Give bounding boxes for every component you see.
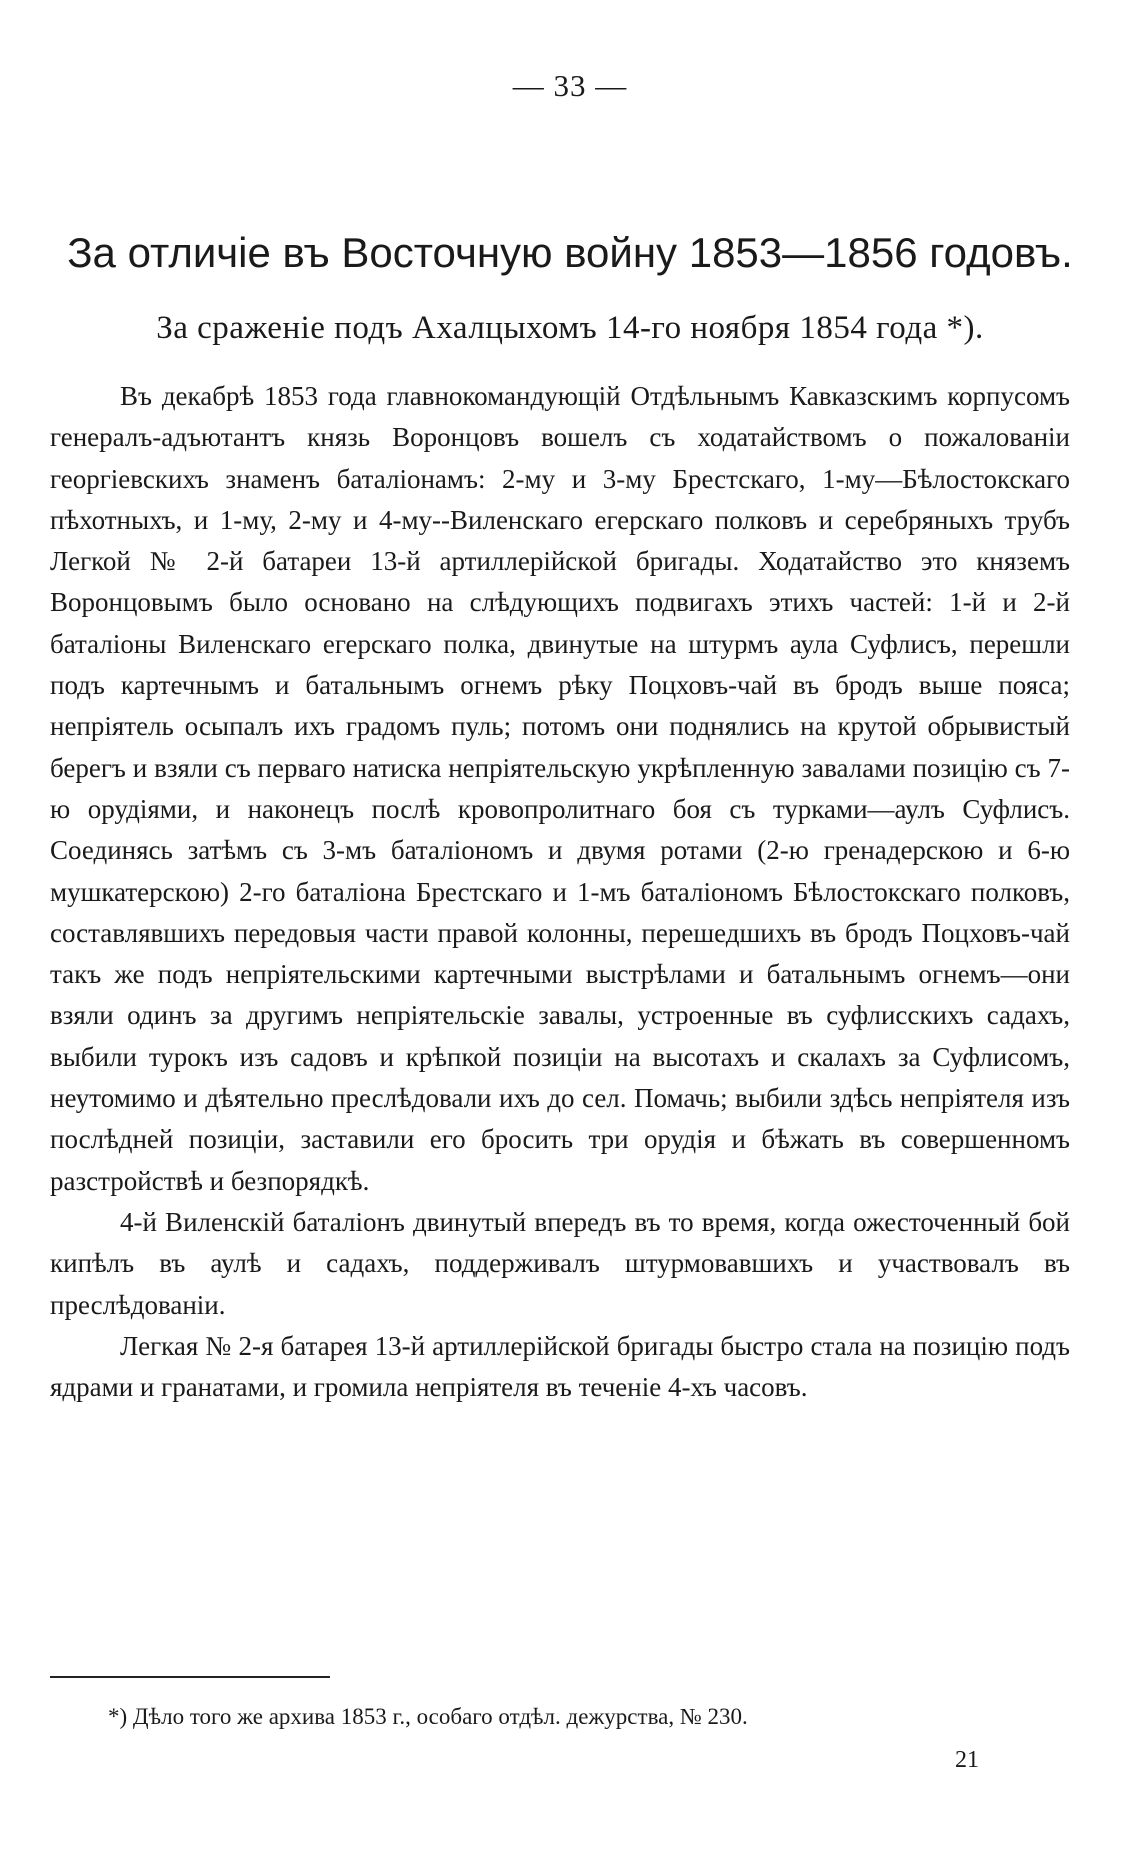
signature-mark: 21 (955, 1747, 979, 1773)
page-subtitle: За сраженіе подъ Ахалцыхомъ 14-го ноября 1854 года *). (156, 310, 984, 346)
paragraph-2: 4-й Виленскій баталіонъ двинутый впередъ въ то время, когда ожесточенный бой кипѣлъ въ аулѣ и садахъ, поддерживалъ штурмовавшихъ и участвовалъ въ преслѣдованіи. (50, 1206, 1070, 1320)
paragraph-1: Въ декабрѣ 1853 года главнокомандующій Отдѣльнымъ Кавказскимъ корпусомъ генералъ-адъютантъ князь Воронцовъ вошелъ съ ходатайствомъ о пожалованіи георгіевскихъ знаменъ баталіонамъ: 2-му и 3-му Брестскаго, 1-му—Бѣлостокскаго пѣхотныхъ, и 1-му, 2-му и 4-му--Виленскаго егерскаго полковъ и серебряныхъ трубъ Легкой № 2-й батареи 13-й артиллерійской бригады. Ходатайство это княземъ Воронцовымъ было основано на слѣдующихъ подвигахъ этихъ частей: 1-й и 2-й баталіоны Виленскаго егерскаго полка, двинутые на штурмъ аула Суфлисъ, перешли подъ картечнымъ и батальнымъ огнемъ рѣку Поцховъ-чай въ бродъ выше пояса; непріятель осыпалъ ихъ градомъ пуль; потомъ они поднялись на крутой обрывистый берегъ и взяли съ перваго натиска непріятельскую укрѣпленную завалами позицію съ 7-ю орудіями, и наконецъ послѣ кровопролитнаго боя съ турками—аулъ Суфлисъ. Соединясь затѣмъ съ 3-мъ баталіономъ и двумя ротами (2-ю гренадерскою и 6-ю мушкатерскою) 2-го баталіона Брестскаго и 1-мъ баталіономъ Бѣлостокскаго полковъ, составлявшихъ передовыя части правой колонны, перешедшихъ въ бродъ Поцховъ-чай такъ же подъ непріятельскими картечными выстрѣлами и батальнымъ огнемъ—они взяли одинъ за другимъ непріятельскіе завалы, устроенные въ суфлисскихъ садахъ, выбили турокъ изъ садовъ и крѣпкой позиціи на высотахъ и скалахъ за Суфлисомъ, неутомимо и дѣятельно преслѣдовали ихъ до сел. Помачь; выбили здѣсь непріятеля изъ послѣдней позиціи, заставили его бросить три орудія и бѣжать въ совершенномъ разстройствѣ и безпорядкѣ. (50, 381, 1070, 1196)
paragraph-3: Легкая № 2-я батарея 13-й артиллерійской бригады быстро стала на позицію подъ ядрами и гранатами, и громила непріятеля въ теченіе 4-хъ часовъ. (50, 1330, 1070, 1403)
footnote-divider (50, 1676, 330, 1678)
footnote: *) Дѣло того же архива 1853 г., особаго отдѣл. дежурства, № 230. (108, 1704, 748, 1729)
page-title: За отличіе въ Восточную войну 1853—1856 годовъ. (67, 229, 1073, 276)
page-number: — 33 — (512, 68, 628, 103)
body-text (50, 376, 1070, 1408)
